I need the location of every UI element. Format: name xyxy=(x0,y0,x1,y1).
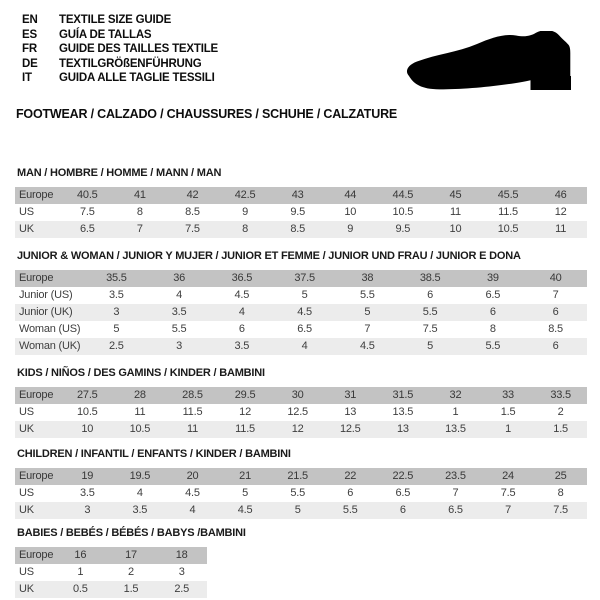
row-label: Europe xyxy=(19,549,54,561)
section-title: CHILDREN / INFANTIL / ENFANTS / KINDER / BAMBINI xyxy=(17,447,291,460)
size-cell: 6.5 xyxy=(79,223,95,235)
language-code: EN xyxy=(22,14,38,26)
size-cell: 10.5 xyxy=(76,406,98,418)
size-cell: 23.5 xyxy=(445,470,466,482)
language-row-en xyxy=(22,13,586,28)
size-cell: 8.5 xyxy=(290,223,306,235)
size-cell: 4 xyxy=(301,340,308,352)
size-cell: 42.5 xyxy=(234,189,256,201)
size-cell: 0.5 xyxy=(72,583,88,595)
row-label: US xyxy=(19,206,34,218)
size-cell: 6 xyxy=(552,340,559,352)
size-cell: 11.5 xyxy=(235,423,255,435)
size-cell: 27.5 xyxy=(76,389,98,401)
size-cell: 17 xyxy=(125,549,137,561)
size-cell: 5 xyxy=(301,289,308,301)
size-cell: 42 xyxy=(186,189,199,201)
table-row xyxy=(15,468,587,485)
size-cell: 3 xyxy=(113,306,120,318)
size-cell: 7.5 xyxy=(553,504,568,516)
size-cell: 7 xyxy=(505,504,511,516)
language-label: GUIDA ALLE TAGLIE TESSILI xyxy=(59,72,215,84)
size-cell: 33.5 xyxy=(550,389,571,401)
row-label: UK xyxy=(19,583,34,595)
size-cell: 7 xyxy=(136,223,143,235)
size-cell: 43 xyxy=(291,189,304,201)
row-label: Europe xyxy=(19,189,54,201)
size-cell: 3.5 xyxy=(234,340,250,352)
size-cell: 4 xyxy=(176,289,183,301)
size-cell: 13.5 xyxy=(392,406,414,418)
row-label: US xyxy=(19,487,34,499)
size-cell: 38.5 xyxy=(419,272,441,284)
language-code: FR xyxy=(22,43,37,55)
size-cell: 9.5 xyxy=(395,223,411,235)
size-cell: 10 xyxy=(449,223,462,235)
row-label: US xyxy=(19,406,34,418)
size-cell: 6 xyxy=(427,289,434,301)
size-cell: 10.5 xyxy=(392,206,414,218)
size-cell: 5.5 xyxy=(422,306,438,318)
size-table xyxy=(15,187,587,238)
size-cell: 46 xyxy=(554,189,567,201)
size-cell: 21 xyxy=(239,470,251,482)
size-cell: 8.5 xyxy=(548,323,563,335)
size-cell: 21.5 xyxy=(287,470,308,482)
size-cell: 22.5 xyxy=(392,470,414,482)
size-cell: 11 xyxy=(134,406,146,418)
size-cell: 19 xyxy=(81,470,94,482)
size-cell: 3 xyxy=(84,504,91,516)
size-cell: 5.5 xyxy=(360,289,375,301)
section-title: JUNIOR & WOMAN / JUNIOR Y MUJER / JUNIOR ET FEMME / JUNIOR UND FRAU / JUNIOR E DONA xyxy=(17,249,521,262)
size-section xyxy=(14,527,586,598)
dress-shoe-silhouette-icon xyxy=(404,31,574,93)
size-cell: 5.5 xyxy=(485,340,501,352)
table-row xyxy=(15,564,207,581)
size-table xyxy=(15,387,587,438)
section-title: MAN / HOMBRE / HOMME / MANN / MAN xyxy=(17,166,222,179)
table-row xyxy=(15,221,587,238)
size-cell: 24 xyxy=(502,470,514,482)
size-section xyxy=(14,250,586,355)
size-cell: 8.5 xyxy=(185,206,200,218)
size-tables xyxy=(14,167,586,598)
section-title: BABIES / BEBÉS / BÉBÉS / BABYS /BAMBINI xyxy=(17,526,246,539)
row-label: UK xyxy=(19,504,34,516)
size-cell: 41 xyxy=(133,189,146,201)
row-label: Europe xyxy=(19,389,54,401)
size-table xyxy=(15,468,587,519)
size-cell: 31.5 xyxy=(392,389,414,401)
size-cell: 4.5 xyxy=(237,504,253,516)
size-cell: 35.5 xyxy=(106,272,127,284)
table-row xyxy=(15,404,587,421)
size-cell: 36 xyxy=(173,272,186,284)
size-cell: 6.5 xyxy=(485,289,501,301)
size-cell: 5 xyxy=(113,323,120,335)
size-cell: 10.5 xyxy=(129,423,151,435)
size-cell: 16 xyxy=(74,549,87,561)
table-row xyxy=(15,270,587,287)
size-cell: 7.5 xyxy=(185,223,200,235)
size-cell: 3.5 xyxy=(171,306,187,318)
size-cell: 18 xyxy=(175,549,188,561)
size-cell: 11.5 xyxy=(498,206,518,218)
size-cell: 1.5 xyxy=(123,583,139,595)
table-row xyxy=(15,502,587,519)
size-table xyxy=(15,270,587,355)
size-cell: 10 xyxy=(344,206,357,218)
size-cell: 22 xyxy=(344,470,357,482)
size-cell: 11 xyxy=(186,423,198,435)
table-row xyxy=(15,547,207,564)
size-cell: 9 xyxy=(242,206,249,218)
table-row xyxy=(15,321,587,338)
table-row xyxy=(15,421,587,438)
size-cell: 3.5 xyxy=(109,289,124,301)
size-cell: 11 xyxy=(555,223,567,235)
size-table xyxy=(15,547,207,598)
table-row xyxy=(15,304,587,321)
size-cell: 29.5 xyxy=(234,389,256,401)
table-row xyxy=(15,187,587,204)
size-cell: 4.5 xyxy=(360,340,375,352)
size-cell: 11.5 xyxy=(182,406,203,418)
size-cell: 2.5 xyxy=(174,583,190,595)
size-cell: 44 xyxy=(344,189,357,201)
size-cell: 45.5 xyxy=(497,189,519,201)
size-cell: 31 xyxy=(344,389,357,401)
size-cell: 2.5 xyxy=(109,340,124,352)
row-label: Junior (US) xyxy=(19,289,73,301)
size-cell: 7 xyxy=(552,289,559,301)
size-cell: 45 xyxy=(449,189,462,201)
row-label: Woman (UK) xyxy=(19,340,81,352)
size-cell: 39 xyxy=(486,272,499,284)
row-label: Europe xyxy=(19,470,54,482)
size-cell: 9.5 xyxy=(290,206,306,218)
row-label: Junior (UK) xyxy=(19,306,73,318)
size-cell: 10.5 xyxy=(497,223,519,235)
size-cell: 5 xyxy=(364,306,371,318)
size-cell: 32 xyxy=(449,389,462,401)
size-cell: 12 xyxy=(291,423,304,435)
size-cell: 4 xyxy=(136,487,143,499)
size-cell: 5.5 xyxy=(342,504,358,516)
language-code: ES xyxy=(22,28,37,41)
size-cell: 13.5 xyxy=(445,423,466,435)
size-cell: 2 xyxy=(557,406,564,418)
size-cell: 6.5 xyxy=(395,487,411,499)
size-cell: 8 xyxy=(557,487,564,499)
size-cell: 6 xyxy=(552,306,559,318)
language-label: GUÍA DE TALLAS xyxy=(59,28,152,41)
size-cell: 4 xyxy=(238,306,245,318)
size-cell: 7 xyxy=(452,487,459,499)
size-cell: 5 xyxy=(242,487,249,499)
size-cell: 4.5 xyxy=(185,487,200,499)
row-label: UK xyxy=(19,223,34,235)
size-cell: 1.5 xyxy=(553,423,568,435)
table-row xyxy=(15,581,207,598)
size-cell: 19.5 xyxy=(129,470,151,482)
size-cell: 13 xyxy=(344,406,357,418)
section-title: KIDS / NIÑOS / DES GAMINS / KINDER / BAMBINI xyxy=(17,366,265,379)
table-row xyxy=(15,338,587,355)
size-cell: 7.5 xyxy=(79,206,95,218)
size-section xyxy=(14,167,586,238)
size-cell: 25 xyxy=(554,470,567,482)
size-cell: 37.5 xyxy=(294,272,315,284)
language-code: IT xyxy=(22,72,32,84)
size-section xyxy=(14,448,586,519)
row-label: UK xyxy=(19,423,34,435)
table-row xyxy=(15,287,587,304)
size-cell: 8 xyxy=(136,206,143,218)
size-cell: 38 xyxy=(361,272,374,284)
size-cell: 5 xyxy=(427,340,434,352)
size-cell: 12 xyxy=(554,206,567,218)
size-cell: 6 xyxy=(399,504,406,516)
row-label: Europe xyxy=(19,272,54,284)
size-cell: 6 xyxy=(489,306,496,318)
size-cell: 6 xyxy=(347,487,354,499)
size-cell: 20 xyxy=(186,470,199,482)
size-cell: 30 xyxy=(291,389,304,401)
size-cell: 3.5 xyxy=(79,487,95,499)
size-cell: 5.5 xyxy=(171,323,187,335)
language-label: TEXTILE SIZE GUIDE xyxy=(59,14,172,26)
size-cell: 1 xyxy=(77,566,84,578)
size-cell: 11 xyxy=(449,206,461,218)
size-cell: 3 xyxy=(178,566,185,578)
size-section xyxy=(14,367,586,438)
size-cell: 4.5 xyxy=(234,289,250,301)
size-cell: 5.5 xyxy=(290,487,306,499)
size-cell: 4 xyxy=(189,504,196,516)
size-cell: 12.5 xyxy=(287,406,308,418)
size-cell: 40 xyxy=(549,272,562,284)
language-label: GUIDE DES TAILLES TEXTILE xyxy=(59,43,218,55)
size-cell: 10 xyxy=(81,423,94,435)
size-cell: 4.5 xyxy=(297,306,312,318)
size-cell: 6.5 xyxy=(448,504,463,516)
size-cell: 1 xyxy=(452,406,459,418)
language-code: DE xyxy=(22,57,38,70)
size-cell: 9 xyxy=(347,223,354,235)
size-cell: 33 xyxy=(502,389,514,401)
language-label: TEXTILGRÖßENFÜHRUNG xyxy=(59,57,202,70)
row-label: US xyxy=(19,566,34,578)
size-cell: 2 xyxy=(128,566,134,578)
size-cell: 44.5 xyxy=(392,189,414,201)
size-cell: 36.5 xyxy=(231,272,253,284)
table-row xyxy=(15,387,587,404)
size-cell: 28.5 xyxy=(182,389,203,401)
table-row xyxy=(15,204,587,221)
size-cell: 1.5 xyxy=(500,406,516,418)
size-cell: 7.5 xyxy=(422,323,438,335)
size-cell: 6.5 xyxy=(297,323,312,335)
size-cell: 8 xyxy=(489,323,496,335)
size-cell: 40.5 xyxy=(76,189,98,201)
size-cell: 5 xyxy=(294,504,301,516)
row-label: Woman (US) xyxy=(19,323,81,335)
size-cell: 3 xyxy=(176,340,183,352)
size-cell: 6 xyxy=(238,323,245,335)
size-cell: 3.5 xyxy=(132,504,148,516)
category-title: FOOTWEAR / CALZADO / CHAUSSURES / SCHUHE / CALZATURE xyxy=(16,106,398,121)
size-cell: 1 xyxy=(505,423,511,435)
size-cell: 12 xyxy=(239,406,251,418)
size-cell: 28 xyxy=(133,389,146,401)
size-cell: 7 xyxy=(364,323,371,335)
size-cell: 7.5 xyxy=(500,487,516,499)
table-row xyxy=(15,485,587,502)
size-cell: 8 xyxy=(242,223,249,235)
size-cell: 12.5 xyxy=(339,423,361,435)
size-cell: 13 xyxy=(396,423,409,435)
